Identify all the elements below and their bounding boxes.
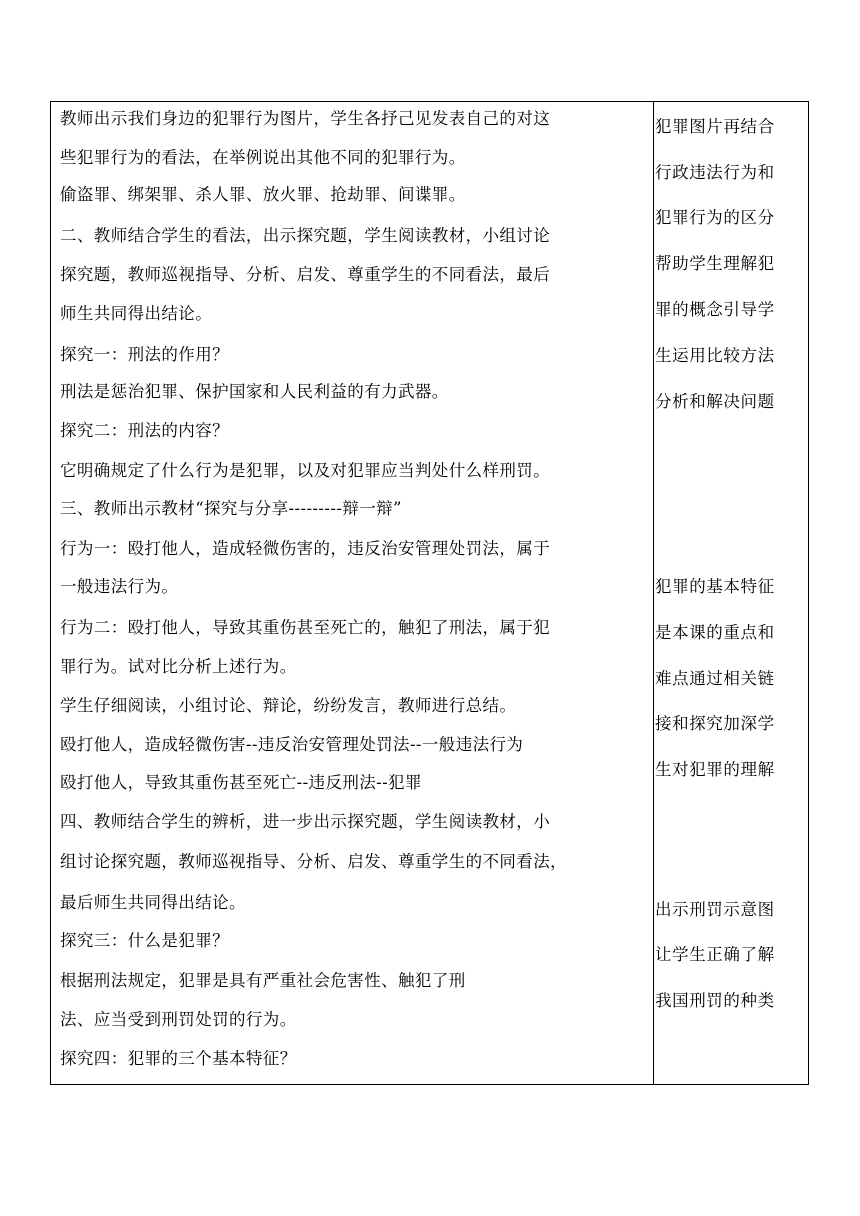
side-note-line: 帮助学生理解犯 <box>655 254 775 273</box>
main-text-line: 二、教师结合学生的看法，出示探究题，学生阅读教材，小组讨论 <box>60 226 551 245</box>
main-text-line: 偷盗罪、绑架罪、杀人罪、放火罪、抢劫罪、间谍罪。 <box>60 185 466 204</box>
main-text-line: 探究题，教师巡视指导、分析、启发、尊重学生的不同看法，最后 <box>60 265 551 284</box>
lesson-plan-table <box>50 101 809 1085</box>
main-text-line: 根据刑法规定，犯罪是具有严重社会危害性、触犯了刑 <box>60 971 466 990</box>
main-text-line: 殴打他人，造成轻微伤害--违反治安管理处罚法--一般违法行为 <box>60 735 524 754</box>
side-note-line: 接和探究加深学 <box>655 714 775 733</box>
main-text-line: 探究三：什么是犯罪？ <box>60 931 229 950</box>
main-text-line: 罪行为。试对比分析上述行为。 <box>60 657 297 676</box>
main-text-line: 师生共同得出结论。 <box>60 304 213 323</box>
side-note-line: 让学生正确了解 <box>655 945 775 964</box>
main-text-line: 法、应当受到刑罚处罚的行为。 <box>60 1010 297 1029</box>
main-text-line: 它明确规定了什么行为是犯罪，以及对犯罪应当判处什么样刑罚。 <box>60 461 551 480</box>
side-note-line: 我国刑罚的种类 <box>655 991 775 1010</box>
column-divider <box>653 102 654 1084</box>
main-text-line: 教师出示我们身边的犯罪行为图片，学生各抒己见发表自己的对这 <box>60 109 551 128</box>
main-text-line: 四、教师结合学生的辨析，进一步出示探究题，学生阅读教材，小 <box>60 812 551 831</box>
side-note-line: 罪的概念引导学 <box>655 300 775 319</box>
main-text-line: 组讨论探究题，教师巡视指导、分析、启发、尊重学生的不同看法， <box>60 852 567 871</box>
main-text-line: 学生仔细阅读，小组讨论、辩论，纷纷发言，教师进行总结。 <box>60 696 517 715</box>
main-text-line: 探究一：刑法的作用？ <box>60 345 229 364</box>
main-text-line: 行为二：殴打他人，导致其重伤甚至死亡的，触犯了刑法，属于犯 <box>60 618 551 637</box>
main-text-line: 探究二：刑法的内容？ <box>60 421 229 440</box>
side-note-line: 犯罪的基本特征 <box>655 577 775 596</box>
side-note-line: 出示刑罚示意图 <box>655 900 775 919</box>
side-note-line: 犯罪图片再结合 <box>655 117 775 136</box>
side-note-line: 是本课的重点和 <box>655 623 775 642</box>
main-text-line: 三、教师出示教材“探究与分享---------辩一辩” <box>60 499 402 518</box>
side-note-line: 难点通过相关链 <box>655 669 775 688</box>
main-text-line: 行为一：殴打他人，造成轻微伤害的，违反治安管理处罚法，属于 <box>60 539 551 558</box>
side-note-line: 犯罪行为的区分 <box>655 208 775 227</box>
side-note-line: 分析和解决问题 <box>655 392 775 411</box>
main-text-line: 探究四：犯罪的三个基本特征？ <box>60 1049 297 1068</box>
side-note-line: 行政违法行为和 <box>655 163 775 182</box>
main-text-line: 刑法是惩治犯罪、保护国家和人民利益的有力武器。 <box>60 382 449 401</box>
main-text-line: 一般违法行为。 <box>60 577 179 596</box>
main-text-line: 殴打他人，导致其重伤甚至死亡--违反刑法--犯罪 <box>60 773 422 792</box>
main-text-line: 些犯罪行为的看法，在举例说出其他不同的犯罪行为。 <box>60 148 466 167</box>
main-text-line: 最后师生共同得出结论。 <box>60 893 246 912</box>
side-note-line: 生对犯罪的理解 <box>655 760 775 779</box>
side-note-line: 生运用比较方法 <box>655 346 775 365</box>
